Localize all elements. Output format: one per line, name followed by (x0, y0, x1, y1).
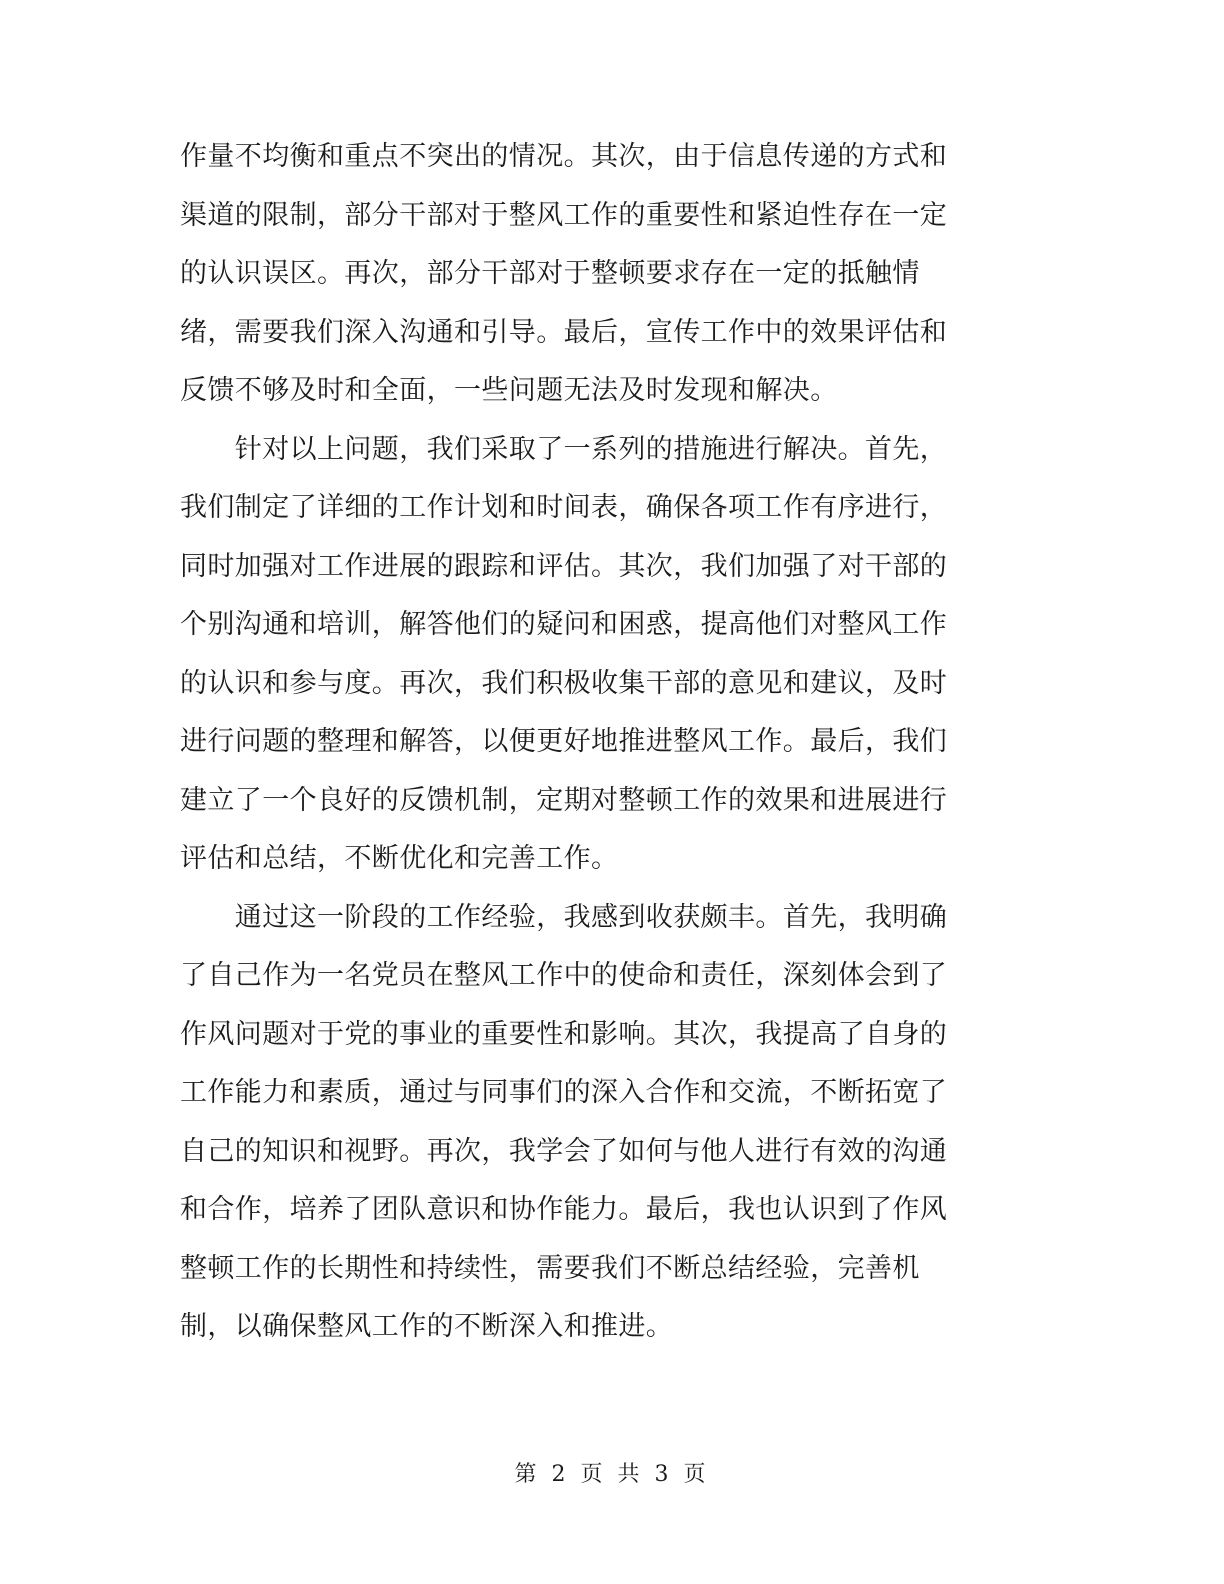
text-line: 绪，需要我们深入沟通和引导。最后，宣传工作中的效果评估和 (180, 316, 948, 348)
text-line: 和合作，培养了团队意识和协作能力。最后，我也认识到了作风 (180, 1194, 948, 1225)
text-line: 工作能力和素质，通过与同事们的深入合作和交流，不断拓宽了 (180, 1077, 948, 1108)
text-line: 作量不均衡和重点不突出的情况。其次，由于信息传递的方式和 (180, 141, 948, 172)
text-line: 自己的知识和视野。再次，我学会了如何与他人进行有效的沟通 (180, 1135, 948, 1167)
text-line: 渠道的限制，部分干部对于整风工作的重要性和紧迫性存在一定 (180, 199, 948, 231)
page-number-footer: 第 2 页 共 3 页 (514, 1462, 710, 1487)
text-line: 进行问题的整理和解答，以便更好地推进整风工作。最后，我们 (180, 726, 948, 757)
text-line: 同时加强对工作进展的跟踪和评估。其次，我们加强了对干部的 (180, 550, 948, 582)
text-line: 反馈不够及时和全面，一些问题无法及时发现和解决。 (180, 375, 838, 406)
text-line: 整顿工作的长期性和持续性，需要我们不断总结经验，完善机 (180, 1252, 920, 1284)
text-line: 通过这一阶段的工作经验，我感到收获颇丰。首先，我明确 (180, 901, 948, 933)
text-line: 我们制定了详细的工作计划和时间表，确保各项工作有序进行， (180, 492, 948, 523)
text-line: 作风问题对于党的事业的重要性和影响。其次，我提高了自身的 (180, 1018, 948, 1050)
text-line: 的认识误区。再次，部分干部对于整顿要求存在一定的抵触情 (180, 258, 920, 289)
text-line: 的认识和参与度。再次，我们积极收集干部的意见和建议，及时 (180, 667, 948, 699)
text-line: 个别沟通和培训，解答他们的疑问和困惑，提高他们对整风工作 (180, 609, 948, 640)
text-line: 了自己作为一名党员在整风工作中的使命和责任，深刻体会到了 (180, 960, 948, 991)
body-text (180, 128, 1010, 1357)
text-line: 建立了一个良好的反馈机制，定期对整顿工作的效果和进展进行 (180, 784, 948, 816)
text-line: 评估和总结，不断优化和完善工作。 (180, 843, 619, 874)
text-line: 制，以确保整风工作的不断深入和推进。 (180, 1311, 674, 1342)
text-line: 针对以上问题，我们采取了一系列的措施进行解决。首先， (180, 433, 948, 465)
